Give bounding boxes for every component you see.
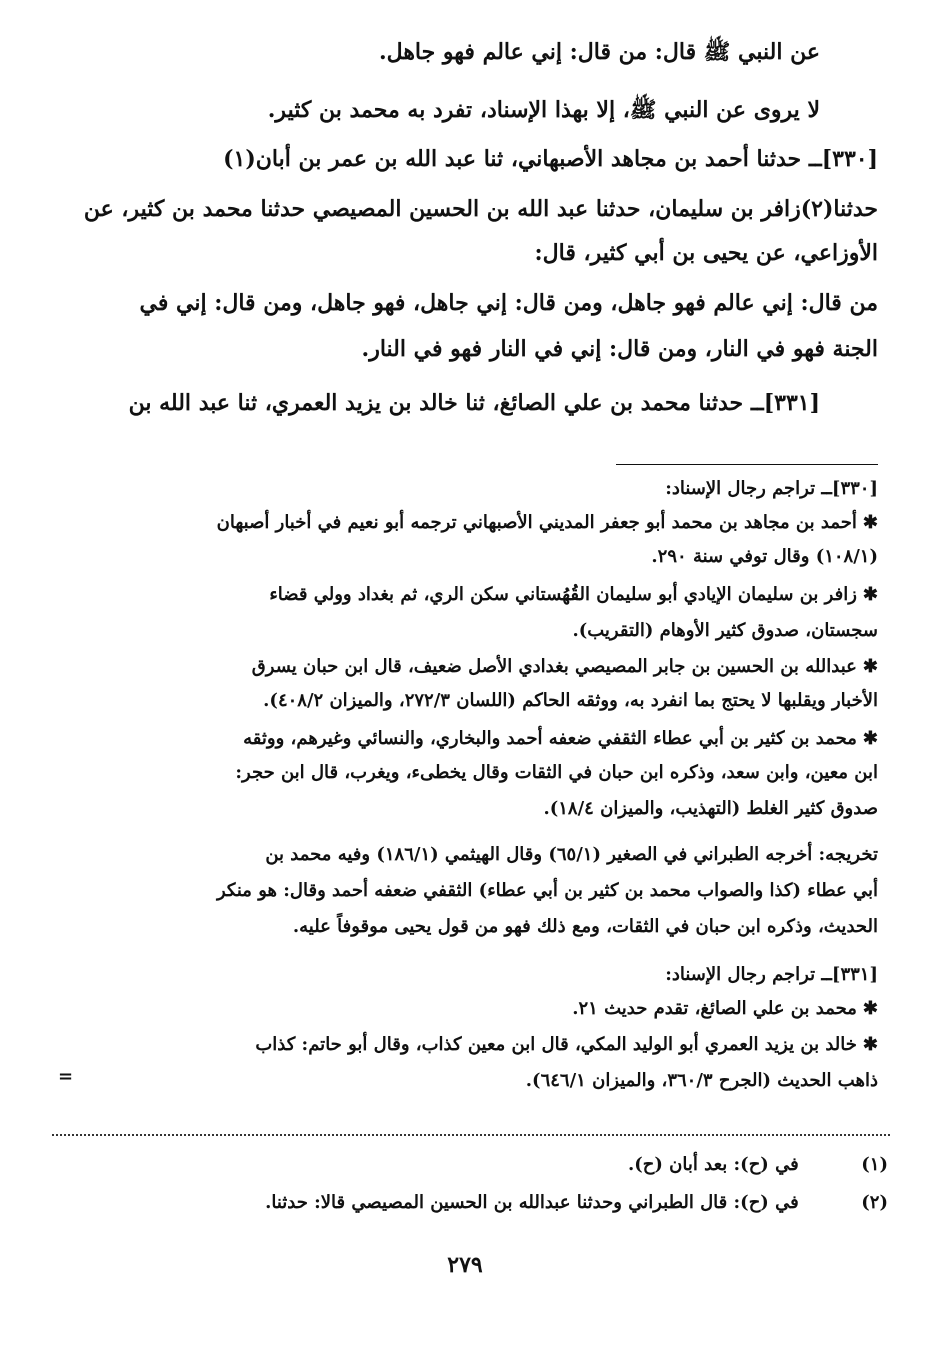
hadith-330-line: [٣٣٠]ــ حدثنا أحمد بن مجاهد الأصبهاني، ثنا عبد الله بن عمر بن أبان(١) — [223, 146, 878, 172]
footnote-separator — [52, 1134, 890, 1136]
bullet-icon: ✱ — [862, 998, 878, 1019]
note-line: ابن معين، وابن سعد، وذكره ابن حبان في الثقات وقال يخطىء، ويغرب، قال ابن حجر: — [235, 762, 878, 783]
note-text: أحمد بن مجاهد بن محمد أبو جعفر المديني الأصبهاني ترجمه أبو نعيم في أخبار أصبهان — [216, 512, 857, 533]
note-text: محمد بن كثير بن أبي عطاء الثقفي ضعفه أحمد والبخاري، والنسائي وغيرهم، ووثقه — [243, 728, 857, 749]
note-bullet-line — [572, 998, 878, 1019]
note-text: خالد بن يزيد العمري أبو الوليد المكي، قال ابن معين كذاب، وقال أبو حاتم: كذاب — [255, 1034, 857, 1055]
note-line: ذاهب الحديث (الجرح ٣٦٠/٣، والميزان ٦٤٦/١). — [525, 1070, 878, 1091]
bullet-icon: ✱ — [862, 656, 878, 677]
takhrij-line: تخريجه: أخرجه الطبراني في الصغير (٦٥/١) وقال الهيثمي (١٨٦/١) وفيه محمد بن — [265, 844, 878, 865]
hadith-330-line: الجنة فهو في النار، ومن قال: إني في النار فهو في النار. — [361, 336, 878, 362]
page-number: ٢٧٩ — [447, 1252, 483, 1278]
note-line: صدوق كثير الغلط (التهذيب، والميزان ١٨/٤). — [543, 798, 878, 819]
note-bullet-line — [217, 512, 878, 533]
footnote-text: في (ح): بعد أبان (ح). — [627, 1154, 799, 1175]
footnote-number: (١) — [861, 1154, 888, 1175]
footnote-number: (٢) — [861, 1192, 888, 1213]
notes-330-header: [٣٣٠]ــ تراجم رجال الإسناد: — [665, 478, 878, 499]
hadith-330-line: من قال: إني عالم فهو جاهل، ومن قال: إني جاهل، فهو جاهل، ومن قال: إني في — [139, 290, 878, 316]
hadith-331-line: [٣٣١]ــ حدثنا محمد بن علي الصائغ، ثنا خالد بن يزيد العمري، ثنا عبد الله بن — [128, 390, 820, 416]
footnote-1 — [628, 1154, 888, 1175]
note-bullet-line — [255, 1034, 878, 1055]
bullet-icon: ✱ — [862, 728, 878, 749]
text-line: عن النبي ﷺ قال: من قال: إني عالم فهو جاهل. — [379, 39, 820, 65]
takhrij-line: أبي عطاء (كذا والصواب محمد بن كثير بن أبي عطاء) الثقفي ضعفه أحمد وقال: هو منكر — [217, 880, 878, 901]
note-text: زافر بن سليمان الإيادي أبو سليمان القُهُستاني سكن الري، ثم بغداد وولي قضاء — [269, 584, 857, 605]
note-text: عبدالله بن الحسين بن جابر المصيصي بغدادي الأصل ضعيف، قال ابن حبان يسرق — [251, 656, 857, 677]
note-bullet-line — [269, 584, 878, 605]
note-line: سجستان، صدوق كثير الأوهام (التقريب). — [572, 620, 878, 641]
hadith-330-line: حدثنا(٢)زافر بن سليمان، حدثنا عبد الله بن الحسين المصيصي حدثنا محمد بن كثير، عن — [83, 196, 878, 222]
footnote-2 — [265, 1192, 888, 1213]
hadith-330-line: الأوزاعي، عن يحيى بن أبي كثير، قال: — [534, 240, 878, 266]
bullet-icon: ✱ — [862, 584, 878, 605]
note-line: الأخبار ويقلبها لا يحتج بما انفرد به، ووثقه الحاكم (اللسان ٢٧٢/٣، والميزان ٤٠٨/٢). — [263, 690, 878, 711]
note-line: (١٠٨/١) وقال توفي سنة ٢٩٠. — [651, 546, 878, 567]
bullet-icon: ✱ — [862, 512, 878, 533]
note-bullet-line — [243, 728, 878, 749]
bullet-icon: ✱ — [862, 1034, 878, 1055]
footnote-text: في (ح): قال الطبراني وحدثنا عبدالله بن الحسين المصيصي قالا: حدثنا. — [265, 1192, 799, 1213]
note-bullet-line — [252, 656, 878, 677]
note-text: محمد بن علي الصائغ، تقدم حديث ٢١. — [572, 998, 857, 1019]
continuation-mark: = — [58, 1066, 74, 1087]
text-line: لا يروى عن النبي ﷺ، إلا بهذا الإسناد، تفرد به محمد بن كثير. — [267, 97, 820, 123]
notes-331-header: [٣٣١]ــ تراجم رجال الإسناد: — [665, 964, 878, 985]
notes-separator — [616, 464, 878, 465]
takhrij-line: الحديث، وذكره ابن حبان في الثقات، ومع ذلك فهو من قول يحيى موقوفاً عليه. — [292, 916, 878, 937]
